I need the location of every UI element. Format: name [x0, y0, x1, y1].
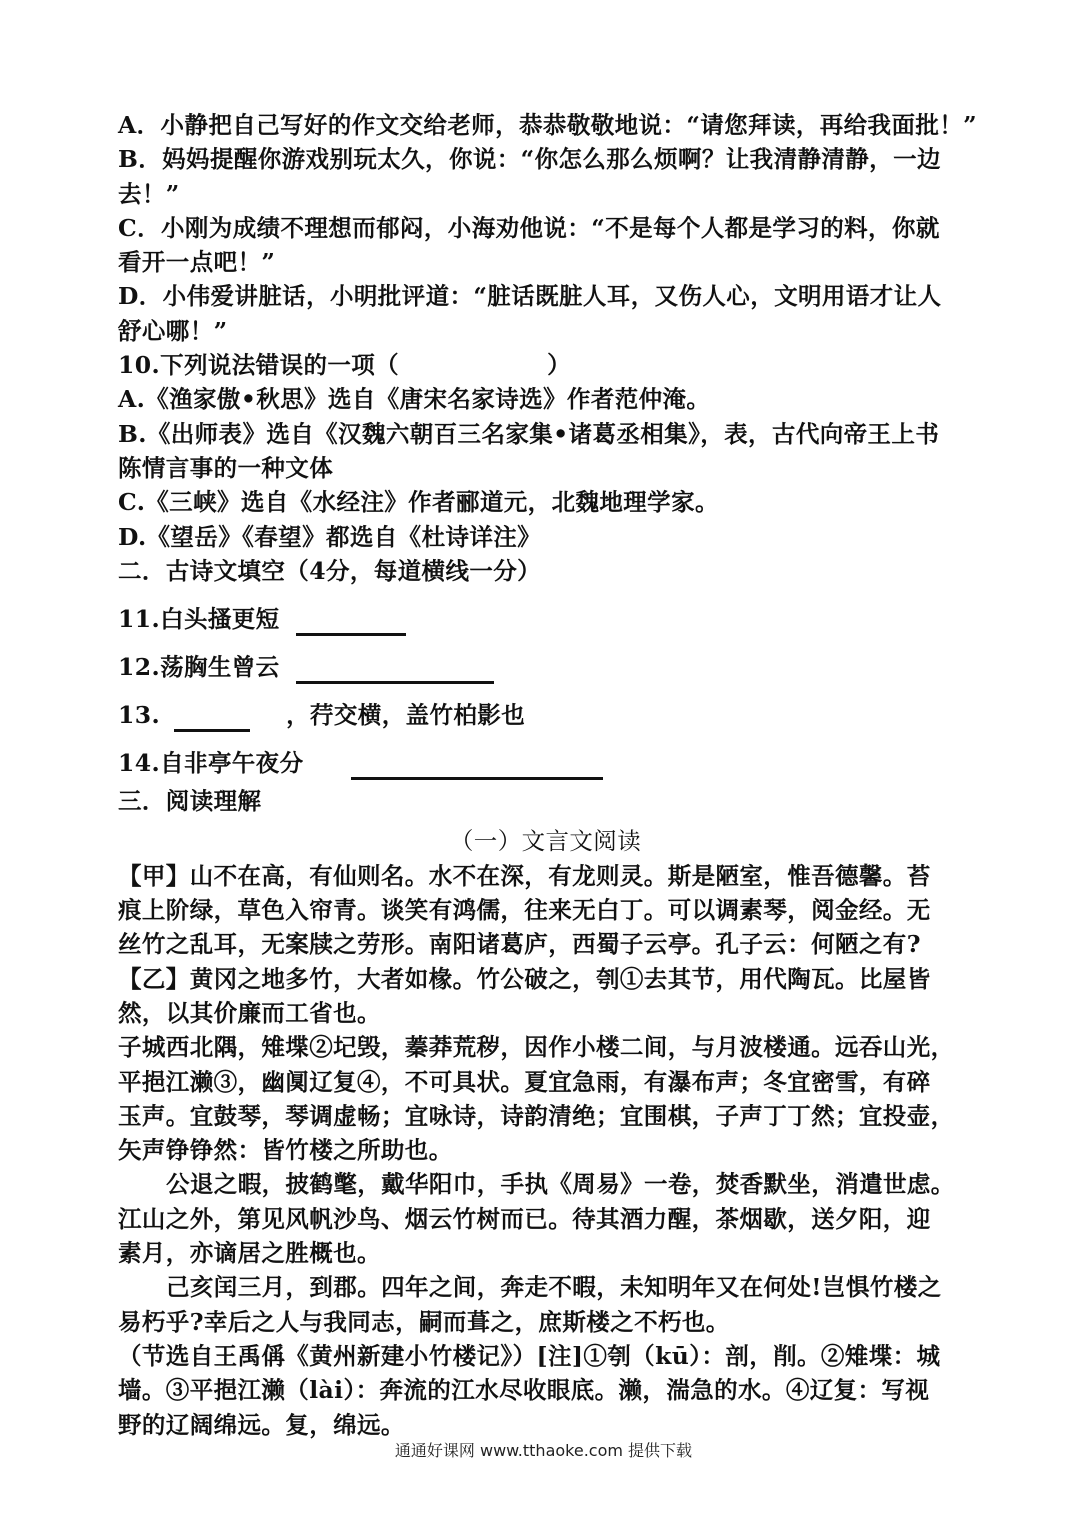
- option-line: D．小伟爱讲脏话，小明批评道：“脏话既脏人耳，又伤人心，文明用语才让人: [118, 282, 942, 311]
- passage-line: 易朽乎?幸后之人与我同志，嗣而葺之，庶斯楼之不朽也。: [118, 1307, 730, 1336]
- passage-notes: [118, 1339, 973, 1442]
- option-line: 去！”: [118, 179, 180, 208]
- option-line: 陈情言事的一种文体: [118, 453, 334, 482]
- passage-line: 公退之暇，披鹤氅，戴华阳巾，手执《周易》一卷，焚香默坐，消遣世虑。: [166, 1170, 955, 1199]
- passage-line: 丝竹之乱耳，无案牍之劳形。南阳诸葛庐，西蜀子云亭。孔子云：何陋之有?: [118, 930, 921, 959]
- option-line: D.《望岳》《春望》都选自《杜诗详注》: [118, 522, 542, 551]
- section-2-title: 二．古诗文填空（4分，每道横线一分）: [118, 556, 542, 585]
- option-line: B．妈妈提醒你游戏别玩太久，你说：“你怎么那么烦啊？让我清静清静，一边: [118, 145, 941, 174]
- passage-line: 江山之外，第见风帆沙鸟、烟云竹树而已。待其酒力醒，茶烟歇，送夕阳，迎: [118, 1204, 931, 1233]
- question-14: [118, 732, 973, 780]
- passage-jia: [118, 859, 973, 962]
- option-line: C.《三峡》选自《水经注》作者郦道元，北魏地理学家。: [118, 488, 719, 517]
- document-body: [118, 108, 978, 1442]
- answer-blank: [351, 749, 603, 780]
- option-line: B.《出师表》选自《汉魏六朝百三名家集•诸葛丞相集》，表，古代向帝王上书: [118, 419, 940, 448]
- passage-line: 己亥闰三月，到郡。四年之间，奔走不暇，未知明年又在何处!岂惧竹楼之: [166, 1273, 942, 1302]
- section-3-title: 三．阅读理解: [118, 787, 262, 816]
- answer-blank: [296, 653, 494, 684]
- note-line: 墙。③平挹江濑（lài）：奔流的江水尽收眼底。濑，湍急的水。④辽复：写视: [118, 1376, 930, 1405]
- passage-line: 玉声。宜鼓琴，琴调虚畅；宜咏诗，诗韵清绝；宜围棋，子声丁丁然；宜投壶，: [118, 1101, 955, 1130]
- option-line: A．小静把自己写好的作文交给老师，恭恭敬敬地说：“请您拜读，再给我面批！”: [118, 111, 978, 139]
- note-line: 野的辽阔绵远。复，绵远。: [118, 1410, 405, 1439]
- question-13-text: ，荇交横，盖竹柏影也: [286, 700, 526, 729]
- passage-line: 痕上阶绿，草色入帘青。谈笑有鸿儒，往来无白丁。可以调素琴，阅金经。无: [118, 896, 931, 925]
- passage-line: 矢声铮铮然：皆竹楼之所助也。: [118, 1136, 453, 1165]
- question-10: [118, 348, 973, 554]
- question-10-close-paren: ）: [547, 351, 571, 380]
- question-13: [118, 684, 973, 732]
- answer-blank: [296, 605, 406, 636]
- question-13-number: 13.: [118, 700, 161, 729]
- passage-line: 然，以其价廉而工省也。: [118, 998, 381, 1027]
- question-12: [118, 636, 973, 684]
- section-3-subtitle: （一）文言文阅读: [449, 827, 642, 856]
- answer-blank: [174, 701, 250, 732]
- question-stem: [118, 348, 973, 382]
- passage-line: 素月，亦谪居之胜概也。: [118, 1239, 381, 1268]
- passage-line: 子城西北隅，雉堞②圮毁，蓁莽荒秽，因作小楼二间，与月波楼通。远吞山光，: [118, 1033, 955, 1062]
- option-line: A.《渔家傲•秋思》选自《唐宋名家诗选》作者范仲淹。: [118, 385, 711, 414]
- question-9-options: [118, 108, 978, 348]
- page-footer: 通通好课网 www.tthaoke.com 提供下载: [394, 1441, 693, 1460]
- option-line: 舒心哪！”: [118, 316, 228, 345]
- question-10-stem: 10.下列说法错误的一项（: [118, 351, 400, 380]
- option-line: C．小刚为成绩不理想而郁闷，小海劝他说：“不是每个人都是学习的料，你就: [118, 213, 940, 242]
- note-line: （节选自王禹偁《黄州新建小竹楼记》）[注]①刳（kū）：剖，削。②雉堞：城: [118, 1341, 941, 1370]
- question-11-text: 11.白头搔更短: [118, 604, 280, 633]
- passage-line: 【乙】黄冈之地多竹，大者如椽。竹公破之，刳①去其节，用代陶瓦。比屋皆: [118, 964, 931, 993]
- question-14-text: 14.自非亭午夜分: [118, 748, 304, 777]
- option-line: 看开一点吧！”: [118, 248, 276, 277]
- passage-line: 【甲】山不在高，有仙则名。水不在深，有龙则灵。斯是陋室，惟吾德馨。苔: [118, 861, 931, 890]
- question-12-text: 12.荡胸生曾云: [118, 652, 280, 681]
- passage-yi: [118, 962, 973, 1339]
- question-11: [118, 588, 973, 636]
- passage-line: 平挹江濑③，幽阒辽复④，不可具状。夏宜急雨，有瀑布声；冬宜密雪，有碎: [118, 1067, 931, 1096]
